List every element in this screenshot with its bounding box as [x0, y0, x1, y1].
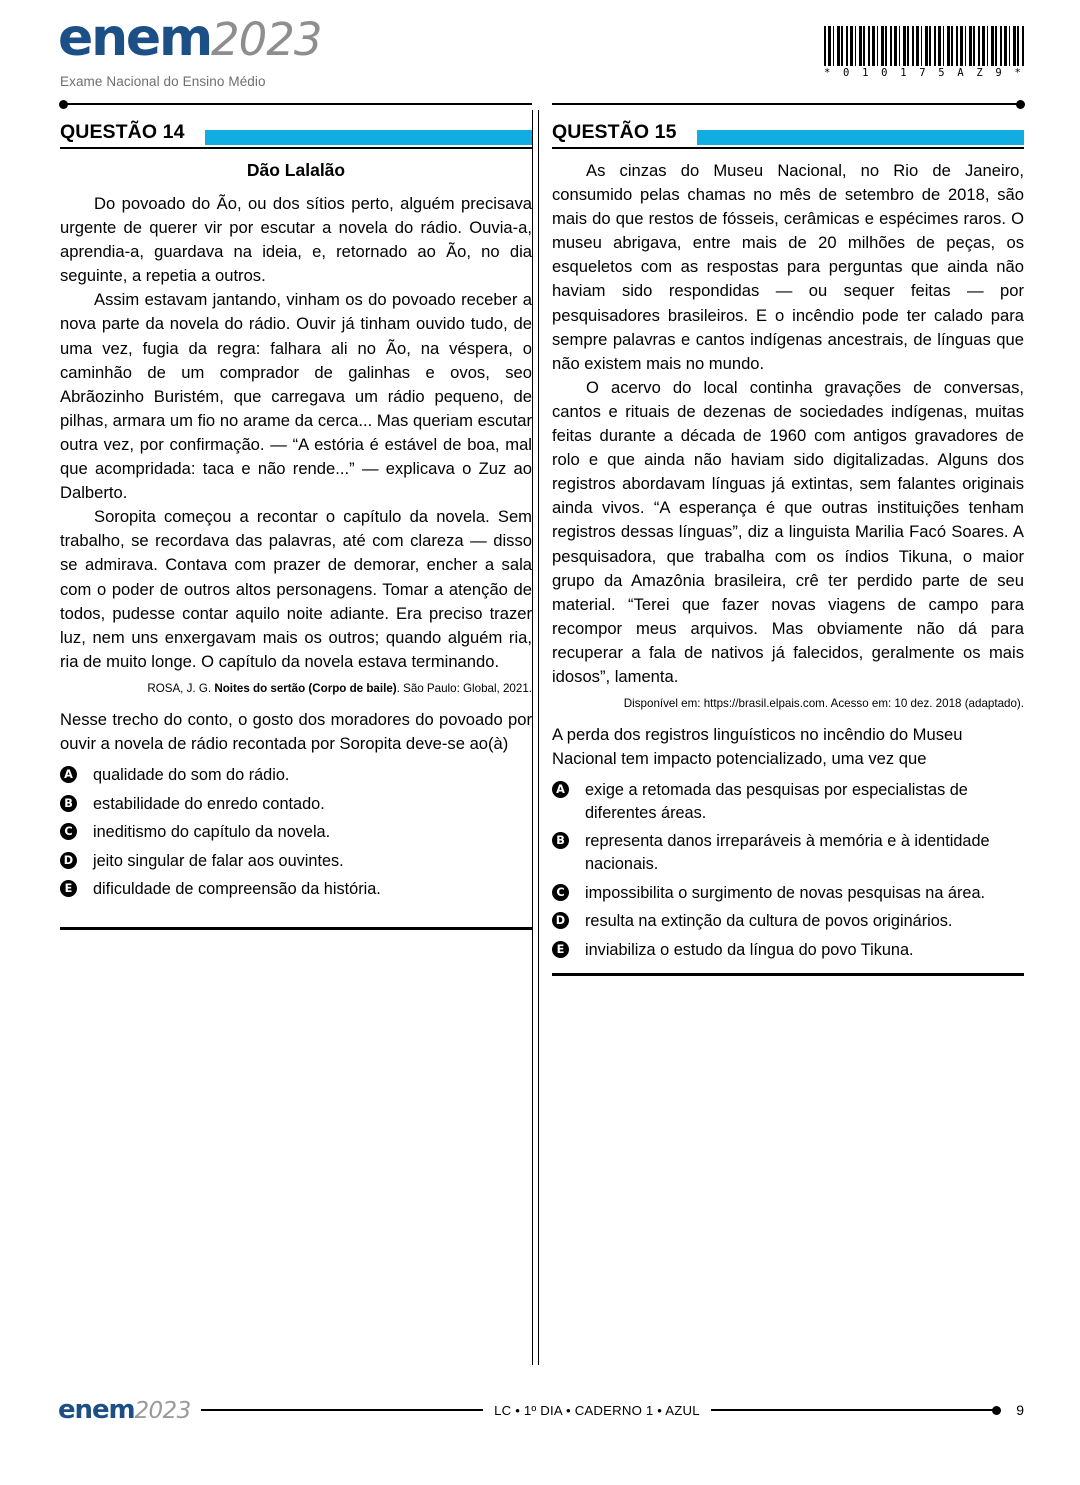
question-15-paragraph-2: O acervo do local continha gravações de conversas, cantos e rituais de dezenas de sociedades indígenas, muitas feitas durante a década de 1960 com antigos gravadores de rolo e que ainda não haviam sido digitalizadas. Alguns dos registros abordavam línguas já extintas, sem falantes originais ainda vivos. “A esperança é que outras instituições tenham registros dessas línguas”, diz a linguista Marilia Facó Soares. A pesquisadora, que trabalha com os índios Tikuna, o maior grupo da Amazônia brasileira, crê ter perdido parte de seu material. “Terei que fazer novas viagens de campo para recompor meus arquivos. Mas obviamente não dá para recuperar a fala de nativos já falecidos, geralmente os mais idosos”, lamenta. [552, 377, 1024, 686]
alternative-b[interactable] [552, 830, 1024, 875]
question-15-closing-rule [552, 973, 1024, 976]
question-14-paragraph-3: Soropita começou a recontar o capítulo da novela. Sem trabalho, se recordava das palavras, até com clareza — disso se admirava. Contava com prazer de demorar, encher a sala com o poder de outros altos personagens. Tomar a atenção de todos, pudesse contar aquilo noite adiante. Era preciso trazer luz, nem uns enxergavam mais os outros; quando alguém ria, ria de muito longe. O capítulo da novela estava terminando. [60, 507, 532, 671]
footer-rule-left [201, 1409, 483, 1411]
top-rule-dot [59, 100, 68, 109]
question-14-accent-bar [205, 130, 532, 145]
alternative-a[interactable] [552, 779, 1024, 824]
alternative-text-c: ineditismo do capítulo da novela. [93, 823, 331, 842]
question-15-source [552, 696, 1024, 711]
alternative-marker-b: B [552, 832, 569, 849]
alternative-c[interactable] [60, 821, 532, 844]
alternative-text-e: dificuldade de compreensão da história. [93, 880, 381, 899]
source-title: Noites do sertão (Corpo de baile) [214, 681, 397, 695]
question-15-column [552, 100, 1024, 976]
question-14-header [60, 116, 532, 149]
question-15-top-rule [552, 100, 1024, 108]
alternative-marker-a: A [60, 766, 77, 783]
page-number: 9 [1016, 1402, 1025, 1418]
alternative-e[interactable] [552, 939, 1024, 962]
question-14-text-title: Dão Lalalão [246, 160, 346, 180]
question-15-stem: A perda dos registros linguísticos no incêndio do Museu Nacional tem impacto potencializado, uma vez que [552, 725, 963, 769]
question-14-closing-rule [60, 927, 532, 930]
question-15-label: QUESTÃO 15 [552, 121, 677, 143]
alternative-marker-c: C [552, 884, 569, 901]
page-footer [0, 1393, 1080, 1433]
alternative-a[interactable] [60, 764, 532, 787]
footer-enem-logo [58, 1397, 191, 1423]
source-prefix: ROSA, J. G. [147, 681, 215, 695]
alternative-e[interactable] [60, 878, 532, 901]
enem-logo-word: enem [58, 8, 211, 68]
content-columns [0, 100, 1080, 1370]
alternative-text-b: representa danos irreparáveis à memória e à identidade nacionais. [585, 832, 990, 874]
alternative-text-e: inviabiliza o estudo da língua do povo Tikuna. [585, 940, 914, 959]
alternative-text-d: jeito singular de falar aos ouvintes. [93, 851, 344, 870]
alternative-marker-a: A [552, 781, 569, 798]
question-15-paragraph-1: As cinzas do Museu Nacional, no Rio de Janeiro, consumido pelas chamas no mês de setembro de 2018, são mais do que restos de fósseis, cerâmicas e espécimes raros. O museu abrigava, entre mais de 20 milhões de peças, os esqueletos com as respostas para perguntas que ainda não haviam sido respondidas — ou sequer feitas — por pesquisadores brasileiros. E o incêndio pode ter calado para sempre palavras e cantos indígenas ancestrais, de línguas que não existem mais no mundo. [552, 161, 1024, 373]
footer-rule-right [711, 1409, 993, 1411]
alternative-marker-e: E [60, 880, 77, 897]
footer-logo-year: 2023 [134, 1398, 191, 1424]
question-15-accent-bar [697, 130, 1024, 145]
source-prefix: Disponível em: https://brasil.elpais.com. Acesso em: 10 dez. 2018 (adaptado). [623, 697, 1024, 711]
question-14-top-rule [60, 100, 532, 108]
enem-logo [58, 8, 322, 68]
alternative-text-b: estabilidade do enredo contado. [93, 794, 325, 813]
footer-logo-word: enem [58, 1395, 135, 1425]
barcode-bars-icon [824, 26, 1024, 66]
source-suffix: . São Paulo: Global, 2021. [396, 681, 532, 695]
footer-rule-dot [992, 1406, 1001, 1415]
alternative-text-d: resulta na extinção da cultura de povos originários. [585, 912, 953, 931]
question-14-label: QUESTÃO 14 [60, 121, 185, 143]
question-14-column [60, 100, 532, 930]
top-rule-line [60, 103, 532, 105]
question-14-source [60, 681, 532, 696]
question-14-paragraph-1: Do povoado do Ão, ou dos sítios perto, alguém precisava urgente de querer vir por escutar a novela do rádio. Ouvia-a, aprendia-a, guardava na ideia, e, retornado ao Ão, no dia seguinte, a repetia a outros. [60, 194, 532, 286]
question-15-alternatives [552, 779, 1024, 961]
question-14-stem: Nesse trecho do conto, o gosto dos moradores do povoado por ouvir a novela de rádio recontada por Soropita deve-se ao(à) [60, 709, 532, 753]
page-header [0, 0, 1080, 100]
top-rule-line [552, 103, 1024, 105]
enem-subtitle: Exame Nacional do Ensino Médio [60, 74, 266, 89]
alternative-marker-c: C [60, 823, 77, 840]
question-15-header [552, 116, 1024, 149]
alternative-c[interactable] [552, 882, 1024, 905]
enem-logo-year: 2023 [210, 13, 322, 66]
footer-exam-info: LC • 1º DIA • CADERNO 1 • AZUL [494, 1402, 700, 1418]
question-14-alternatives [60, 764, 532, 901]
barcode-number: * 0 1 0 1 7 5 A Z 9 * [824, 67, 1024, 79]
alternative-text-a: qualidade do som do rádio. [93, 766, 290, 785]
alternative-marker-b: B [60, 795, 77, 812]
alternative-d[interactable] [60, 850, 532, 873]
top-rule-dot [1016, 100, 1025, 109]
alternative-b[interactable] [60, 793, 532, 816]
alternative-text-a: exige a retomada das pesquisas por especialistas de diferentes áreas. [585, 781, 968, 822]
alternative-marker-d: D [552, 912, 569, 929]
alternative-marker-e: E [552, 941, 569, 958]
question-14-paragraph-2: Assim estavam jantando, vinham os do povoado receber a nova parte da novela do rádio. Ouvir já tinham ouvido tudo, de uma vez, fugia da regra: falhara ali no Ão, na véspera, o caminhão de um comprador de galinhas e ovos, seo Abrãozinho Buristém, que carregava um rádio pequeno, de pilhas, armara um fio no arame da cerca... Mas queriam escutar outra vez, por confirmação. — “A estória é estável de boa, mal que acompridada: taca e não rende...” — explicava o Zuz ao Dalberto. [60, 290, 532, 503]
alternative-marker-d: D [60, 852, 77, 869]
alternative-text-c: impossibilita o surgimento de novas pesquisas na área. [585, 883, 986, 902]
barcode [824, 26, 1024, 79]
alternative-d[interactable] [552, 910, 1024, 933]
column-divider [532, 110, 539, 1365]
